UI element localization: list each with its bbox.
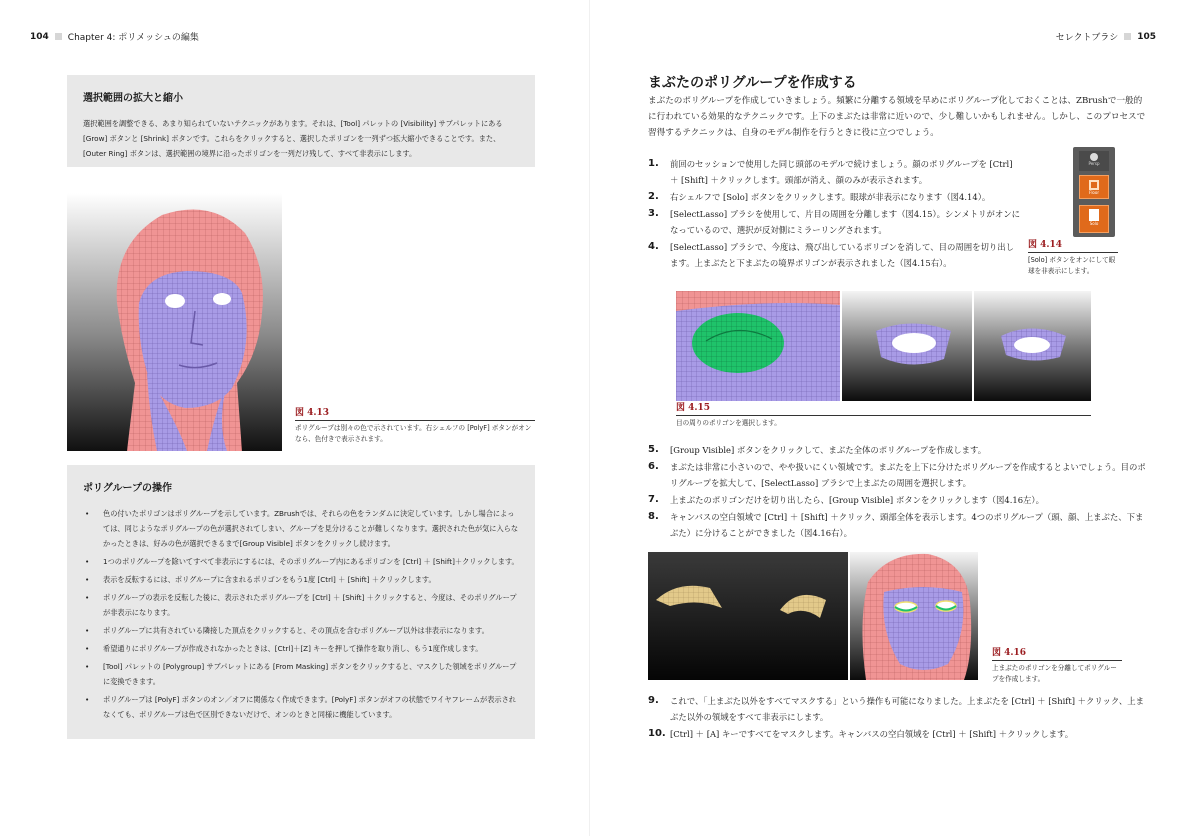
step-item: 7. 上まぶたのポリゴンだけを切り出したら、[Group Visible] ボタンをクリックします（図4.16左）。 — [648, 494, 1044, 505]
list-item: • ポリグループに共有されている隣接した頂点をクリックすると、その頂点を含むポリグループ以外は非表示になります。 — [83, 623, 519, 638]
persp-icon — [1090, 153, 1098, 161]
step-item: 6. まぶたは非常に小さいので、やや扱いにくい領域です。まぶたを上下に分けたポリグループを作成するとよいでしょう。目のポリグループを拡大して、[SelectLasso] ブラシで上まぶたの周囲を選択します。 — [648, 461, 1146, 488]
step-item: 4. [SelectLasso] ブラシで、今度は、飛び出しているポリゴンを消して、目の周囲を切り出します。上まぶたと下まぶたの境界ポリゴンが表示されました（図4.15右）。 — [648, 241, 1015, 268]
step-item: 3. [SelectLasso] ブラシを使用して、片目の周囲を分離します（図4.15）。シンメトリがオンになっているので、選択が反対側にミラーリングされます。 — [648, 208, 1020, 235]
floor-icon — [1089, 180, 1099, 190]
box-text: 選択範囲を調整できる、あまり知られていないテクニックがあります。それは、[Tool] パレットの [Visibility] サブパレットにある [Grow] ボタンと [Shrink] ボタンです。これらをクリックすると、選択したポリゴンを一列ずつ拡大縮小できることです。また、[Outer Ring] ボタンは、選択範囲の境界に沿ったポリゴンを一列だけ残して、すべて非表示にします。 — [83, 119, 503, 158]
step-item: 8. キャンバスの空白領域で [Ctrl] ＋ [Shift] ＋クリック、頭部全体を表示します。4つのポリグループ（頭、顔、上まぶた、下まぶた）に分けることができました（図4.16右）。 — [648, 511, 1144, 538]
sidebar-box-grow-shrink — [67, 75, 535, 167]
steps-list-9-10 — [648, 693, 1150, 743]
figure-4-13-image — [67, 193, 282, 451]
box-title: 選択範囲の拡大と縮小 — [83, 93, 183, 104]
step-item: 2. 右シェルフで [Solo] ボタンをクリックします。眼球が非表示になります（図4.14）。 — [648, 191, 991, 202]
step-item: 9. これで、「上まぶた以外をすべてマスクする」という操作も可能になりました。上まぶたを [Ctrl] ＋ [Shift] ＋クリック、上まぶた以外の領域をすべて非表示にします。 — [648, 695, 1144, 722]
solo-button: Solo — [1079, 205, 1109, 233]
list-item: • [Tool] パレットの [Polygroup] サブパレットにある [From Masking] ボタンをクリックすると、マスクした領域をポリグループに変換できます。 — [83, 659, 519, 689]
list-item: • ポリグループの表示を反転した後に、表示されたポリグループを [Ctrl] ＋ [Shift] ＋クリックすると、今度は、そのポリグループが非表示になります。 — [83, 590, 519, 620]
solo-icon — [1089, 209, 1099, 221]
section-title: まぶたのポリグループを作成する — [648, 75, 857, 91]
right-page-number: 105 — [1137, 31, 1156, 42]
caption-text: ポリグループは別々の色で示されています。右シェルフの [PolyF] ボタンがオンなら、色付きで表示されます。 — [295, 424, 532, 443]
figure-4-14-caption — [1028, 240, 1118, 277]
list-item: • 色の付いたポリゴンはポリグループを示しています。ZBrushでは、それらの色をランダムに決定しています。しかし場合によっては、同じようなポリグループの色が選択されてしまい、グループを見分けることが難しくなります。選択された色が気に入らなかったときは、好みの色が選択できるまで[Group Visible] ボタンをクリックし続けます。 — [83, 506, 519, 551]
right-running-header — [1056, 30, 1156, 43]
figure-4-16-image — [648, 552, 978, 680]
polygroup-tips-list — [83, 506, 519, 722]
figure-4-13-caption — [295, 408, 535, 445]
figure-4-15-caption — [676, 403, 1091, 429]
persp-button: Persp — [1079, 151, 1109, 171]
caption-text: [Solo] ボタンをオンにして眼球を非表示にします。 — [1028, 256, 1116, 275]
list-item: • 希望通りにポリグループが作成されなかったときは、[Ctrl]＋[Z] キーを押して操作を取り消し、もう1度作成します。 — [83, 641, 519, 656]
step-item: 5. [Group Visible] ボタンをクリックして、まぶた全体のポリグループを作成します。 — [648, 444, 987, 455]
steps-list-5-8 — [648, 442, 1150, 542]
caption-text: 上まぶたのポリゴンを分離してポリグループを作成します。 — [992, 664, 1117, 683]
right-page — [590, 0, 1180, 836]
left-running-header — [30, 30, 199, 43]
figure-4-14-shelf-image — [1073, 147, 1115, 237]
figure-4-16-caption — [992, 648, 1122, 685]
list-item: • 1つのポリグループを除いてすべて非表示にするには、そのポリグループ内にあるポリゴンを [Ctrl] ＋ [Shift]＋クリックします。 — [83, 554, 519, 569]
figure-label: 図 4.16 — [992, 648, 1122, 661]
intro-paragraph: まぶたのポリグループを作成していきましょう。頻繁に分離する領域を早めにポリグループ化しておくことは、ZBrushで一般的に行われている効果的なテクニックです。上下のまぶたは非常に近いので、少し難しいかもしれません。しかし、このプロセスで習得するテクニックは、自身のモデル制作を行うときに役に立つでしょう。 — [648, 96, 1146, 138]
figure-4-15-image — [676, 291, 1091, 401]
sidebar-box-polygroup — [67, 465, 535, 739]
step-item: 10. [Ctrl] ＋ [A] キーですべてをマスクします。キャンバスの空白領域を [Ctrl] ＋ [Shift] ＋クリックします。 — [648, 728, 1074, 739]
chapter-title: Chapter 4: ポリメッシュの編集 — [67, 33, 199, 43]
box-title: ポリグループの操作 — [83, 483, 172, 494]
left-page-number: 104 — [30, 31, 49, 42]
header-square-icon — [55, 33, 62, 40]
floor-button: Floor — [1079, 175, 1109, 199]
list-item: • ポリグループは [PolyF] ボタンのオン／オフに関係なく作成できます。[PolyF] ボタンがオフの状態でワイヤフレームが表示されなくても、ポリグループは色で区別できないだけで、オンのときと同様に機能しています。 — [83, 692, 519, 722]
list-item: • 表示を反転するには、ポリグループに含まれるポリゴンをもう1度 [Ctrl] ＋ [Shift] ＋クリックします。 — [83, 572, 519, 587]
steps-list-1-4 — [648, 156, 1020, 272]
section-running-title: セレクトブラシ — [1055, 33, 1119, 43]
figure-label: 図 4.14 — [1028, 240, 1118, 253]
figure-label: 図 4.15 — [676, 403, 1091, 416]
figure-label: 図 4.13 — [295, 408, 535, 421]
step-item: 1. 前回のセッションで使用した同じ頭部のモデルで続けましょう。顔のポリグループを [Ctrl] ＋ [Shift] ＋クリックします。頭部が消え、顔のみが表示されます。 — [648, 158, 1013, 185]
header-square-icon — [1124, 33, 1131, 40]
caption-text: 目の周りのポリゴンを選択します。 — [676, 419, 781, 427]
